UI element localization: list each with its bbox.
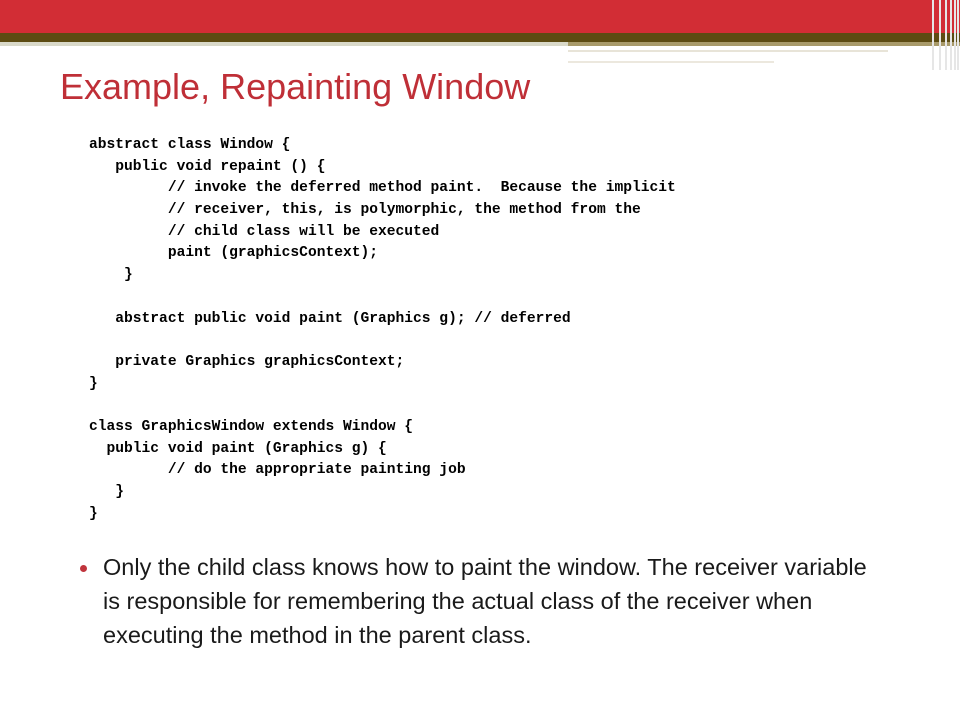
code-line: paint (graphicsContext); bbox=[89, 245, 379, 262]
code-line: // receiver, this, is polymorphic, the method from the bbox=[89, 202, 641, 219]
header-rule bbox=[568, 42, 960, 46]
bullet-text: Only the child class knows how to paint the window. The receiver variable is responsible for remembering the actual class of the receiver when executing the method in the parent class. bbox=[103, 554, 867, 648]
code-line: public void repaint () { bbox=[89, 158, 326, 175]
code-line: public void paint (Graphics g) { bbox=[89, 440, 387, 457]
slide-title: Example, Repainting Window bbox=[60, 66, 531, 107]
code-line: } bbox=[89, 375, 98, 392]
code-line bbox=[89, 287, 676, 309]
code-line: } bbox=[89, 267, 133, 284]
code-line: // do the appropriate painting job bbox=[89, 462, 466, 479]
code-line bbox=[89, 330, 676, 352]
header-rule bbox=[568, 50, 888, 52]
header-olive-bar bbox=[0, 33, 960, 42]
code-line: } bbox=[89, 505, 98, 522]
code-line: abstract class Window { bbox=[89, 137, 291, 153]
code-line: // child class will be executed bbox=[89, 223, 440, 240]
bullet-icon bbox=[80, 565, 87, 572]
code-line: class GraphicsWindow extends Window { bbox=[89, 418, 414, 435]
code-block bbox=[89, 135, 676, 525]
code-line: } bbox=[89, 484, 125, 500]
code-line: // invoke the deferred method paint. Because the implicit bbox=[89, 180, 676, 197]
header-red-bar bbox=[0, 0, 960, 33]
code-line: abstract public void paint (Graphics g); // deferred bbox=[89, 310, 571, 327]
code-line bbox=[89, 395, 676, 417]
header-light-bar bbox=[0, 42, 568, 46]
header-rule bbox=[568, 61, 774, 63]
header-vertical-stripes bbox=[930, 0, 960, 70]
code-line: private Graphics graphicsContext; bbox=[89, 353, 405, 370]
